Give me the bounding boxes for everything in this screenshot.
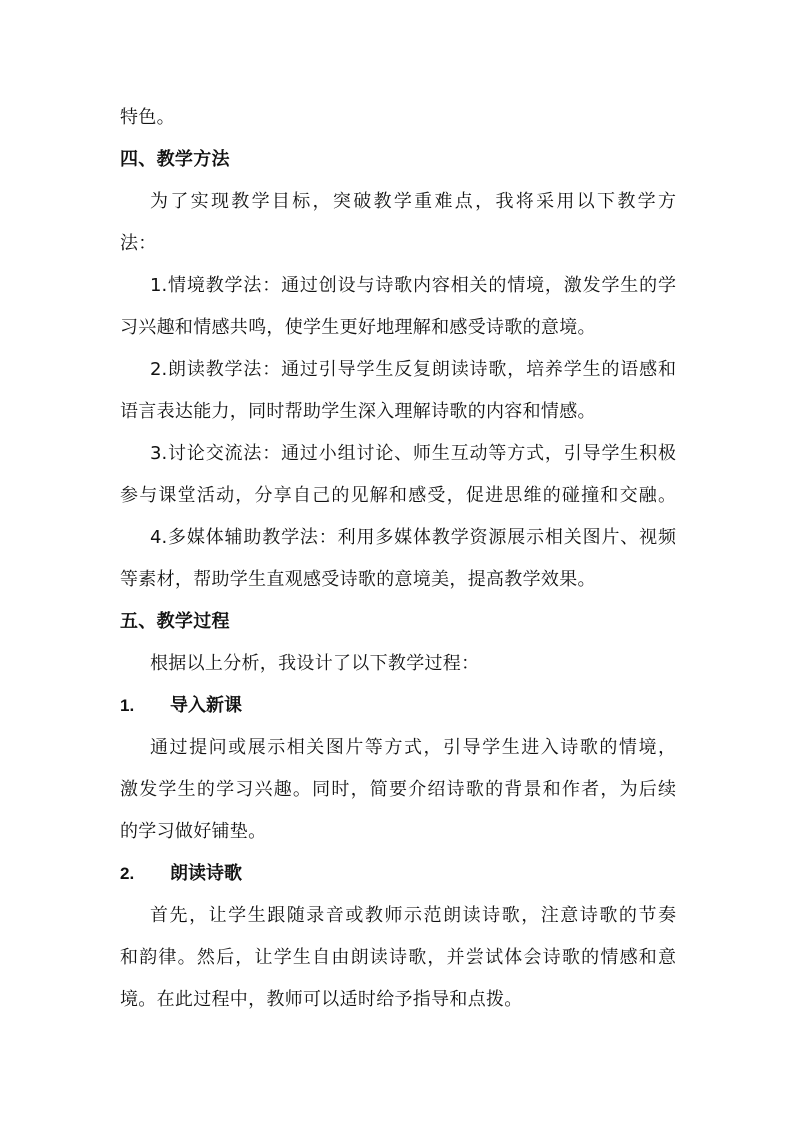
method-item-1-line: 习兴趣和情感共鸣，使学生更好地理解和感受诗歌的意境。	[120, 317, 596, 338]
paragraph-line: 根据以上分析，我设计了以下教学过程：	[150, 653, 480, 674]
paragraph-line: 通过提问或展示相关图片等方式，引导学生进入诗歌的情境，	[150, 737, 676, 758]
paragraph-line: 为了实现教学目标，突破教学重难点，我将采用以下教学方	[150, 191, 676, 212]
paragraph-line: 境。在此过程中，教师可以适时给予指导和点拨。	[120, 989, 523, 1010]
method-item-2-line: 语言表达能力，同时帮助学生深入理解诗歌的内容和情感。	[120, 401, 596, 422]
paragraph-line: 特色。	[120, 107, 175, 128]
section-heading-teaching-process: 五、教学过程	[120, 611, 230, 632]
step-title: 朗读诗歌	[170, 863, 242, 884]
step-number: 1.	[120, 696, 135, 715]
paragraph-line: 激发学生的学习兴趣。同时，简要介绍诗歌的背景和作者，为后续	[120, 779, 676, 800]
paragraph-line: 首先，让学生跟随录音或教师示范朗读诗歌，注意诗歌的节奏	[150, 905, 676, 926]
method-item-1-line: 1.情境教学法：通过创设与诗歌内容相关的情境，激发学生的学	[150, 275, 676, 296]
step-title: 导入新课	[170, 695, 242, 716]
step-number: 2.	[120, 864, 135, 883]
paragraph-line: 法：	[120, 233, 157, 254]
method-item-2-line: 2.朗读教学法：通过引导学生反复朗读诗歌，培养学生的语感和	[150, 359, 676, 380]
section-heading-teaching-methods: 四、教学方法	[120, 149, 230, 170]
paragraph-line: 的学习做好铺垫。	[120, 821, 267, 842]
method-item-4-line: 等素材，帮助学生直观感受诗歌的意境美，提高教学效果。	[120, 569, 596, 590]
method-item-3-line: 3.讨论交流法：通过小组讨论、师生互动等方式，引导学生积极	[150, 443, 676, 464]
paragraph-line: 和韵律。然后，让学生自由朗读诗歌，并尝试体会诗歌的情感和意	[120, 947, 676, 968]
method-item-3-line: 参与课堂活动，分享自己的见解和感受，促进思维的碰撞和交融。	[120, 485, 676, 506]
method-item-4-line: 4.多媒体辅助教学法：利用多媒体教学资源展示相关图片、视频	[150, 527, 676, 548]
